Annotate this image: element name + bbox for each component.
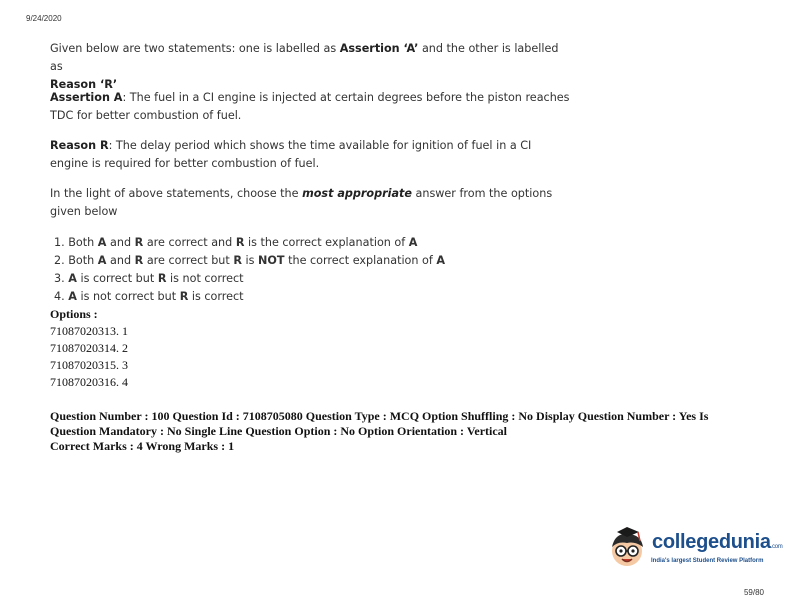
collegedunia-logo xyxy=(605,523,783,575)
options-heading: Options : xyxy=(50,307,98,321)
choice-1: 1. Both A and R are correct and R is the correct explanation of A xyxy=(54,236,418,249)
instruction-text: In the light of above statements, choose the xyxy=(50,187,303,200)
options-block xyxy=(50,306,128,391)
mascot-icon xyxy=(605,523,651,575)
choice-2: 2. Both A and R are correct but R is NOT the correct explanation of A xyxy=(54,254,446,267)
logo-tagline: India's largest Student Review Platform xyxy=(651,558,764,564)
print-date: 9/24/2020 xyxy=(26,14,62,23)
instruction xyxy=(50,185,570,221)
option-item: 71087020315. 3 xyxy=(50,358,128,372)
choice-4: 4. A is not correct but R is correct xyxy=(54,290,244,303)
reason-statement xyxy=(50,137,570,173)
instruction-emphasis: most appropriate xyxy=(302,187,412,200)
reason-text: : The delay period which shows the time available for ignition of fuel in a CI engine is required for better combustion of fuel. xyxy=(50,139,532,170)
reason-label: Reason R xyxy=(50,139,109,152)
instruction-text-2: answer from the options given below xyxy=(50,187,553,218)
intro-reason: Reason ‘R’ xyxy=(50,78,118,91)
intro-text-2: and the other is labelled as xyxy=(50,42,559,73)
assertion-text: : The fuel in a CI engine is injected at certain degrees before the piston reaches TDC for better combustion of fuel. xyxy=(50,91,570,122)
question-metadata xyxy=(50,409,750,454)
metadata-line: Question Number : 100 Question Id : 7108705080 Question Type : MCQ Option Shuffling : No Display Question Number : Yes Is Question Mandatory : No Single Line Question Option : No Option Orientation : Vertical xyxy=(50,409,709,438)
answer-choices xyxy=(54,234,445,306)
option-item: 71087020313. 1 xyxy=(50,324,128,338)
assertion-label: Assertion A xyxy=(50,91,123,104)
logo-wordmark: collegedunia.com xyxy=(652,531,783,553)
assertion-statement xyxy=(50,89,570,125)
page-number: 59/80 xyxy=(743,588,764,597)
option-item: 71087020316. 4 xyxy=(50,375,128,389)
choice-3: 3. A is correct but R is not correct xyxy=(54,272,244,285)
intro-assertion: Assertion ‘A’ xyxy=(339,42,419,55)
option-item: 71087020314. 2 xyxy=(50,341,128,355)
question-intro xyxy=(50,40,570,94)
marks-line: Correct Marks : 4 Wrong Marks : 1 xyxy=(50,439,235,453)
intro-text: Given below are two statements: one is labelled as xyxy=(50,42,340,55)
